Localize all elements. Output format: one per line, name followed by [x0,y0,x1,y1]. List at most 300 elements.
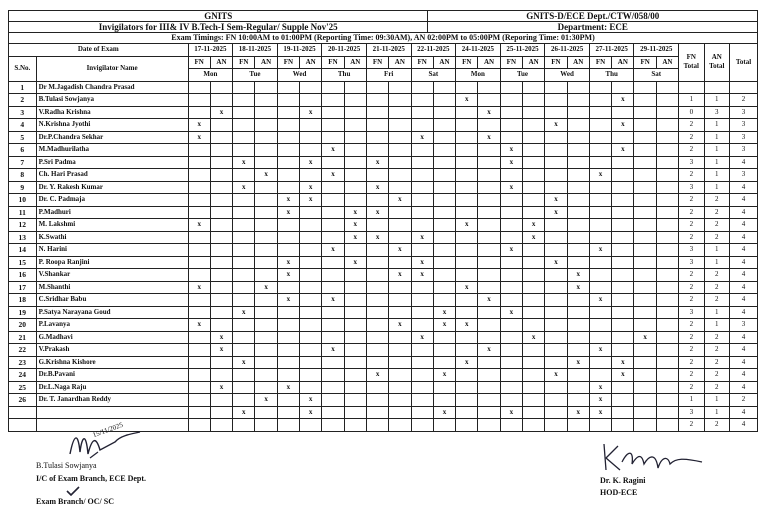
empty-cell [344,269,366,282]
empty-cell [433,181,455,194]
left-signature-date: 15/11/2025 [91,420,125,440]
right-signature [598,440,708,474]
an-total: 2 [704,369,729,382]
empty-cell [656,219,678,232]
empty-cell [545,231,567,244]
empty-cell [411,406,433,419]
row-total: 3 [730,131,758,144]
empty-cell [478,94,500,107]
empty-cell [255,269,277,282]
empty-cell [366,381,388,394]
empty-cell [612,181,634,194]
empty-cell [523,119,545,132]
row-total: 4 [730,219,758,232]
empty-cell [300,281,322,294]
invigilation-sheet [8,10,758,432]
duty-mark: x [589,344,611,357]
empty-cell [411,294,433,307]
duty-mark: x [500,144,522,157]
empty-cell [656,406,678,419]
empty-cell [612,131,634,144]
duty-mark: x [277,206,299,219]
empty-cell [456,344,478,357]
empty-cell [188,144,210,157]
empty-cell [589,144,611,157]
empty-cell [523,281,545,294]
empty-cell [389,169,411,182]
empty-cell [366,344,388,357]
fn-total: 1 [679,94,704,107]
invigilator-name: Dr M.Jagadish Chandra Prasad [36,81,188,94]
table-row [9,356,758,369]
duty-mark: x [233,356,255,369]
serial-number: 23 [9,356,37,369]
duty-mark: x [567,269,589,282]
empty-cell [523,181,545,194]
empty-cell [344,344,366,357]
serial-number: 3 [9,106,37,119]
table-row [9,406,758,419]
invigilator-name: K.Swathi [36,231,188,244]
fn-total: 2 [679,356,704,369]
empty-cell [567,194,589,207]
exam-date: 25-11-2025 [500,44,545,57]
empty-cell [634,381,656,394]
serial-number: 2 [9,94,37,107]
empty-cell [322,131,344,144]
empty-cell [456,231,478,244]
duty-mark: x [322,244,344,257]
empty-cell [300,244,322,257]
empty-cell [210,119,232,132]
an-total: 1 [704,244,729,257]
empty-cell [589,94,611,107]
empty-cell [255,156,277,169]
fn-total-header: FN Total [679,44,704,82]
fn-total: 0 [679,106,704,119]
empty-cell [188,194,210,207]
row-total: 2 [730,394,758,407]
empty-cell [612,106,634,119]
invigilator-name: P. Roopa Ranjini [36,256,188,269]
an-total: 2 [704,194,729,207]
serial-number: 15 [9,256,37,269]
duty-mark: x [523,231,545,244]
exam-day: Thu [322,69,367,82]
empty-cell [589,319,611,332]
empty-cell [656,144,678,157]
empty-cell [500,269,522,282]
row-total: 4 [730,331,758,344]
duty-mark: x [433,306,455,319]
invigilator-name: Ch. Hari Prasad [36,169,188,182]
empty-cell [500,194,522,207]
empty-cell [255,256,277,269]
duty-mark: x [612,144,634,157]
empty-cell [233,244,255,257]
empty-cell [411,319,433,332]
duty-mark: x [567,356,589,369]
invigilator-name: M.Madhurilatha [36,144,188,157]
empty-cell [656,119,678,132]
empty-cell [277,281,299,294]
empty-cell [634,119,656,132]
empty-cell [478,156,500,169]
empty-cell [433,169,455,182]
empty-cell [277,131,299,144]
empty-cell [411,381,433,394]
an-session-header: AN [210,56,232,69]
empty-cell [344,156,366,169]
empty-cell [366,394,388,407]
empty-cell [344,331,366,344]
empty-cell [344,394,366,407]
empty-cell [255,219,277,232]
duty-mark: x [322,169,344,182]
duty-mark: x [277,294,299,307]
empty-cell [411,194,433,207]
empty-cell [277,244,299,257]
empty-cell [255,244,277,257]
empty-cell [389,119,411,132]
row-total: 4 [730,294,758,307]
empty-cell [411,369,433,382]
invigilator-name: P.Madhuri [36,206,188,219]
empty-cell [478,381,500,394]
empty-cell [366,256,388,269]
empty-cell [188,106,210,119]
empty-cell [656,106,678,119]
exam-day: Fri [366,69,411,82]
sno-header: S.No. [9,56,37,81]
empty-cell [233,319,255,332]
empty-cell [545,356,567,369]
empty-cell [233,344,255,357]
table-row [9,381,758,394]
empty-cell [233,131,255,144]
empty-cell [523,244,545,257]
empty-cell [433,119,455,132]
empty-cell [612,81,634,94]
empty-cell [389,344,411,357]
fn-total: 2 [679,119,704,132]
empty-cell [523,156,545,169]
exam-date: 26-11-2025 [545,44,590,57]
empty-cell [456,194,478,207]
empty-cell [634,144,656,157]
empty-cell [656,194,678,207]
empty-cell [634,169,656,182]
empty-cell [233,294,255,307]
empty-cell [411,306,433,319]
empty-cell [188,419,210,432]
fn-total: 2 [679,144,704,157]
empty-cell [366,131,388,144]
empty-cell [545,144,567,157]
fn-total: 2 [679,169,704,182]
empty-cell [300,369,322,382]
empty-cell [500,94,522,107]
table-row [9,369,758,382]
serial-number: 17 [9,281,37,294]
empty-cell [389,369,411,382]
empty-cell [300,219,322,232]
empty-cell [277,356,299,369]
fn-session-header: FN [500,56,522,69]
an-total: 3 [704,106,729,119]
empty-cell [300,206,322,219]
empty-cell [210,281,232,294]
serial-number: 14 [9,244,37,257]
row-total: 4 [730,419,758,432]
empty-cell [322,306,344,319]
duty-mark: x [344,206,366,219]
empty-cell [300,356,322,369]
duty-mark: x [411,256,433,269]
empty-cell [322,269,344,282]
empty-cell [433,206,455,219]
duty-mark: x [456,319,478,332]
empty-cell [433,94,455,107]
empty-cell [433,294,455,307]
empty-cell [344,306,366,319]
invigilator-name: C.Sridhar Babu [36,294,188,307]
duty-mark: x [366,156,388,169]
empty-cell [411,206,433,219]
invigilator-name: G.Madhavi [36,331,188,344]
duty-mark: x [344,219,366,232]
duty-mark: x [411,269,433,282]
row-total [730,81,758,94]
empty-cell [634,181,656,194]
duty-mark: x [545,256,567,269]
empty-cell [188,256,210,269]
empty-cell [656,256,678,269]
invigilator-name: Dr. Y. Rakesh Kumar [36,181,188,194]
row-total: 3 [730,169,758,182]
empty-cell [344,94,366,107]
sheet-title: Invigilators for III& IV B.Tech-I Sem-Regular/ Supple Nov'25 [9,22,428,33]
empty-cell [545,219,567,232]
duty-mark: x [456,219,478,232]
duty-mark: x [210,331,232,344]
empty-cell [188,369,210,382]
empty-cell [188,206,210,219]
duty-mark: x [500,244,522,257]
empty-cell [612,306,634,319]
invigilator-name: Dr.L.Naga Raju [36,381,188,394]
invigilator-name: N.Krishna Jyothi [36,119,188,132]
row-total: 2 [730,94,758,107]
an-total: 1 [704,306,729,319]
empty-cell [433,156,455,169]
duty-mark: x [478,131,500,144]
empty-cell [500,394,522,407]
empty-cell [233,394,255,407]
empty-cell [456,169,478,182]
empty-cell [300,169,322,182]
empty-cell [210,206,232,219]
exam-date: 20-11-2025 [322,44,367,57]
invigilator-name: V.Radha Krishna [36,106,188,119]
empty-cell [233,94,255,107]
empty-cell [523,206,545,219]
empty-cell [567,381,589,394]
table-row [9,344,758,357]
row-total: 3 [730,319,758,332]
empty-cell [612,281,634,294]
empty-cell [255,369,277,382]
empty-cell [366,406,388,419]
empty-cell [500,294,522,307]
empty-cell [545,319,567,332]
empty-cell [589,231,611,244]
empty-cell [210,419,232,432]
empty-cell [300,294,322,307]
empty-cell [233,206,255,219]
table-row [9,81,758,94]
duty-mark: x [300,194,322,207]
empty-cell [411,244,433,257]
empty-cell [322,81,344,94]
empty-cell [456,269,478,282]
empty-cell [188,406,210,419]
row-total: 4 [730,156,758,169]
empty-cell [344,294,366,307]
table-row [9,169,758,182]
empty-cell [634,281,656,294]
duty-mark: x [255,169,277,182]
empty-cell [188,294,210,307]
empty-cell [612,344,634,357]
fn-session-header: FN [366,56,388,69]
empty-cell [545,81,567,94]
serial-number: 26 [9,394,37,407]
empty-cell [389,331,411,344]
empty-cell [344,319,366,332]
empty-cell [589,256,611,269]
fn-total: 2 [679,419,704,432]
empty-cell [612,269,634,282]
duty-mark: x [233,181,255,194]
empty-cell [188,231,210,244]
empty-cell [567,369,589,382]
empty-cell [456,119,478,132]
empty-cell [567,119,589,132]
duty-mark: x [456,281,478,294]
empty-cell [589,281,611,294]
empty-cell [389,206,411,219]
empty-cell [255,231,277,244]
fn-total: 2 [679,269,704,282]
empty-cell [478,331,500,344]
empty-cell [589,269,611,282]
empty-cell [656,231,678,244]
serial-number: 20 [9,319,37,332]
empty-cell [545,381,567,394]
empty-cell [255,356,277,369]
duty-mark: x [277,256,299,269]
empty-cell [277,406,299,419]
empty-cell [389,156,411,169]
empty-cell [500,281,522,294]
empty-cell [433,231,455,244]
empty-cell [523,356,545,369]
empty-cell [233,369,255,382]
empty-cell [255,94,277,107]
table-row [9,256,758,269]
empty-cell [634,194,656,207]
duty-mark: x [433,406,455,419]
duty-mark: x [523,219,545,232]
empty-cell [366,306,388,319]
empty-cell [344,106,366,119]
invigilator-name: V.Prakash [36,344,188,357]
an-total: 1 [704,119,729,132]
empty-cell [500,231,522,244]
empty-cell [433,244,455,257]
fn-total: 2 [679,369,704,382]
empty-cell [389,406,411,419]
empty-cell [233,81,255,94]
empty-cell [411,219,433,232]
empty-cell [300,419,322,432]
empty-cell [589,306,611,319]
table-row [9,144,758,157]
exam-date: 21-11-2025 [366,44,411,57]
empty-cell [322,219,344,232]
an-total: 1 [704,319,729,332]
empty-cell [634,94,656,107]
exam-day: Wed [545,69,590,82]
invigilator-name: P.Satya Narayana Goud [36,306,188,319]
row-total: 4 [730,194,758,207]
fn-total: 3 [679,306,704,319]
empty-cell [634,206,656,219]
empty-cell [456,369,478,382]
an-session-header: AN [656,56,678,69]
empty-cell [589,131,611,144]
an-total: 1 [704,394,729,407]
duty-mark: x [233,156,255,169]
empty-cell [545,269,567,282]
empty-cell [634,231,656,244]
empty-cell [233,194,255,207]
empty-cell [411,81,433,94]
empty-cell [389,294,411,307]
empty-cell [612,256,634,269]
serial-number: 19 [9,306,37,319]
empty-cell [456,244,478,257]
exam-date: 24-11-2025 [456,44,501,57]
fn-total: 3 [679,406,704,419]
empty-cell [210,94,232,107]
duty-mark: x [500,156,522,169]
empty-cell [433,106,455,119]
empty-cell [433,269,455,282]
duty-mark: x [500,406,522,419]
empty-cell [366,269,388,282]
invigilator-name: Dr. C. Padmaja [36,194,188,207]
empty-cell [545,294,567,307]
empty-cell [567,256,589,269]
empty-cell [589,181,611,194]
empty-cell [589,194,611,207]
serial-number: 1 [9,81,37,94]
empty-cell [567,144,589,157]
duty-mark: x [589,169,611,182]
empty-cell [478,206,500,219]
